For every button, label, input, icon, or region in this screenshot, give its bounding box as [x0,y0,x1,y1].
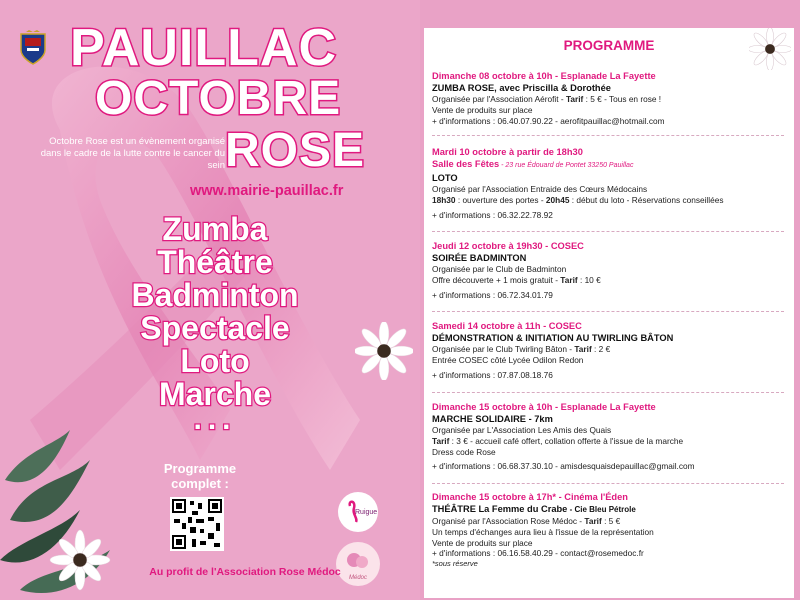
website-link[interactable]: www.mairie-pauillac.fr [190,183,344,199]
programme-complet-label [150,461,250,491]
qr-code-icon[interactable] [170,497,224,551]
section-details: Dress code Rose [432,446,496,457]
section-details: Offre découverte + 1 mois gratuit - Tarif : 10 € [432,274,601,285]
section-details: 18h30 : ouverture des portes - 20h45 : début du loto - Réservations conseillées [432,194,724,205]
section-date-place: Dimanche 15 octobre à 17h* - Cinéma l'Éden [432,492,628,502]
title-rose: ROSE [225,124,366,177]
programme-title: PROGRAMME [563,38,655,53]
section-info: + d'informations : 06.40.07.90.22 - aerofitpauillac@hotmail.com [432,115,665,126]
title-pauillac: PAUILLAC [70,19,338,77]
section-event-name: SOIRÉE BADMINTON [432,253,527,263]
section-event-name: LOTO [432,173,458,183]
section-info: + d'informations : 06.16.58.40.29 - contact@rosemedoc.fr [432,548,644,559]
programme-section-marche [432,401,782,472]
section-details: Tarif : 3 € - accueil café offert, collation offerte à l'issue de la marche [432,435,684,446]
section-event-name: ZUMBA ROSE, avec Priscilla & Dorothée [432,83,611,93]
section-details: Organisée par l'Association Aérofit - Tarif : 5 € - Tous en rose ! [432,94,662,104]
event-theatre: Théâtre [157,244,273,280]
section-venue: Salle des Fêtes - 23 rue Édouard de Pontet 33250 Pauillac [432,159,634,169]
section-info: + d'informations : 07.87.08.18.76 [432,369,553,380]
daisy-flower-icon [749,28,791,70]
section-details: Un temps d'échanges aura lieu à l'issue de la représentation [432,526,654,537]
event-spectacle: Spectacle [140,310,290,346]
programme-section-badminton [432,240,782,300]
section-details: Organisée par le Club de Badminton [432,264,567,274]
section-event-name: MARCHE SOLIDAIRE - 7km [432,414,553,424]
leaves-and-daisy-decoration [0,420,150,600]
section-date-place: Mardi 10 octobre à partir de 18h30 [432,147,583,157]
event-zumba: Zumba [162,211,268,247]
event-badminton: Badminton [131,277,299,313]
section-date-place: Dimanche 15 octobre à 10h - Esplanade La Fayette [432,402,656,412]
intro-text: Octobre Rose est un évènement organisé dans le cadre de la lutte contre le cancer du sein [40,136,225,171]
section-date-place: Dimanche 08 octobre à 10h - Esplanade La Fayette [432,71,656,81]
section-details: Organisée par le Club Twirling Bâton - Tarif : 2 € [432,344,611,354]
section-date-place: Jeudi 12 octobre à 19h30 - COSEC [432,241,584,251]
events-list [90,211,340,436]
section-date-place: Samedi 14 octobre à 11h - COSEC [432,321,582,331]
section-details: Vente de produits sur place [432,537,533,548]
event-marche: Marche [158,376,272,412]
programme-complet-line1: Programme [163,461,237,476]
section-divider [432,483,784,484]
section-details: Organisée par L'Association Les Amis des Quais [432,425,612,435]
section-details: Vente de produits sur place [432,104,533,115]
event-loto: Loto [180,343,250,379]
section-info: + d'informations : 06.32.22.78.92 [432,209,553,220]
rose-medoc-logo-graphic [336,542,380,586]
programme-section-loto [432,146,782,220]
programme-complet-line2: complet : [171,476,229,491]
section-divider [432,135,784,136]
programme-section-zumba [432,70,782,126]
ruigue-logo-graphic [338,492,378,532]
ruigue-logo [338,492,378,532]
ruigue-logo-text: Ruigue [355,509,378,516]
section-event-name: THÉÂTRE La Femme du Crabe - Cie Bleu Pétrole [432,504,636,514]
ellipsis-dots: ... [193,403,237,436]
profit-association-text: Au profit de l'Association Rose Médoc [149,566,341,578]
city-crest-icon [18,30,48,66]
section-details: Organisé par l'Association Entraide des Cœurs Médocains [432,184,648,194]
rose-medoc-logo [336,542,380,586]
programme-panel [424,28,794,598]
section-divider [432,231,784,232]
section-divider [432,392,784,393]
section-details: Entrée COSEC côté Lycée Odilon Redon [432,354,584,365]
rose-medoc-logo-text: Médoc [349,575,368,581]
programme-section-twirling [432,320,782,380]
section-info: + d'informations : 06.72.34.01.79 [432,289,553,300]
title-octobre: OCTOBRE [95,72,342,125]
section-info: + d'informations : 06.68.37.30.10 - amisdesquaisdepauillac@gmail.com [432,461,695,472]
section-event-name: DÉMONSTRATION & INITIATION AU TWIRLING BÂTON [432,333,674,343]
programme-section-theatre [432,491,782,570]
section-divider [432,311,784,312]
section-details: Organisé par l'Association Rose Médoc - Tarif : 5 € [432,516,621,526]
section-note: *sous réserve [432,559,478,569]
daisy-flower-icon [355,322,413,380]
